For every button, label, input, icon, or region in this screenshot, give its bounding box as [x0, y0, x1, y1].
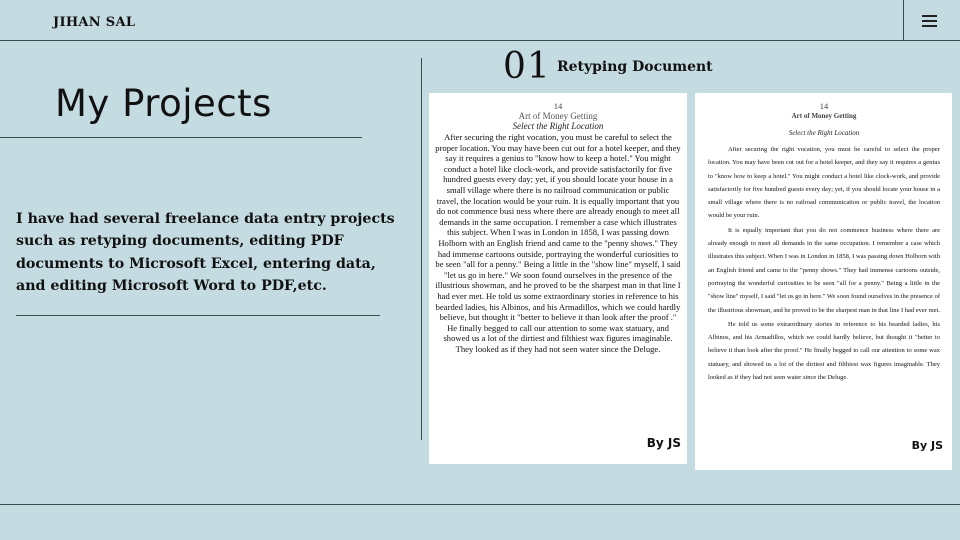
doc-paragraph: After securing the right vocation, you must be careful to select the proper location. You may have been cut out for a hotel keeper, and they say it requires a genius to "know how to keep a hotel." You might conduct a hotel like clock-work, and provide satisfactorily for five hundred guests every day; yet, if you should locate your house in a small village where there is no railroad communication or public travel, the location would be your ruin.	[708, 146, 940, 220]
description-divider	[16, 315, 380, 316]
doc-chapter-title: Select the Right Location	[788, 129, 860, 137]
doc-signature: By JS	[646, 436, 681, 450]
project-number: 01	[503, 46, 551, 87]
doc-body-text: After securing the right vocation, you must be careful to select the proper location. You may have been cut out for a hotel keeper, and they say it requires a genius to "know how to keep a hotel." You might conduct a hotel like clock-work, and provide satisfactorily for five hundred guests every day; yet, if you should locate your house in a small village where there is no railroad communication or public travel, the location would be your ruin. It is equally important that you do not commence busi ness where there are already enough to meet all demands in the same occupation. I remember a case which illustrates this subject. When I was in London in 1858, I was passing down Holborn with an English friend and came to the "penny shows." They had immense cartoons outside, portraying the wonderful curiosities to be seen "all for a penny." Being a little in the "show line" myself, I said "let us go in here." We soon found ourselves in the presence of the illustrious showman, and he proved to be the sharpest man in that line I had ever met. He told us some extraordinary stories in reference to his bearded ladies, his Albinos, and his Armadillos, which we could hardly believe, but thought it "better to believe it than look after the proof ." He finally begged to call our attention to some wax statuary, and showed us a lot of the dirtiest and filthiest wax figures imaginable. They looked as if they had not seen water since the Deluge.	[435, 132, 681, 354]
menu-divider	[903, 0, 904, 40]
doc-body-text	[708, 143, 940, 384]
original-document-image	[429, 93, 687, 464]
doc-book-title: Art of Money Getting	[791, 112, 857, 120]
vertical-divider	[421, 58, 422, 440]
doc-chapter-title: Select the Right Location	[512, 121, 604, 131]
doc-paragraph: He told us some extraordinary stories in reference to his bearded ladies, his Albinos, and his Armadillos, which we could hardly believe, but thought it "better to believe it than look after the proof." He finally begged to call our attention to some wax statuary, and showed us a lot of the dirtiest and filthiest wax figures imaginable. They looked as if they had not seen water since the Deluge.	[708, 320, 940, 382]
doc-signature: By JS	[911, 439, 943, 452]
brand-name[interactable]: JIHAN SAL	[53, 15, 136, 30]
description-text: I have had several freelance data entry projects such as retyping documents, editing PDF documents to Microsoft Excel, entering data, and editing Microsoft Word to PDF,etc.	[16, 211, 395, 295]
page-title: My Projects	[55, 82, 272, 125]
footer-divider	[0, 504, 960, 505]
doc-page-number: 14	[819, 101, 829, 111]
doc-paragraph: It is equally important that you do not commence business where there are already enough to meet all demands in the same occupation. I remember a case which illustrates this subject. When I was in London in 1858, I was passing down Holborn with an English friend and came to the "penny shows." They had immense cartoons outside, portraying the wonderful curiosities to be seen "all for a penny." Being a little in the "show line" myself, I said "let us go in here." We soon found ourselves in the presence of the illustrious showman, and he proved to be the sharpest man in that line I had ever met.	[708, 226, 940, 314]
doc-book-title: Art of Money Getting	[518, 111, 598, 121]
doc-page-number: 14	[553, 101, 563, 111]
hamburger-menu-icon[interactable]	[920, 13, 940, 27]
retyped-document-image	[695, 93, 952, 470]
project-title: Retyping Document	[557, 59, 713, 75]
title-divider	[0, 137, 362, 138]
header-divider	[0, 40, 960, 41]
